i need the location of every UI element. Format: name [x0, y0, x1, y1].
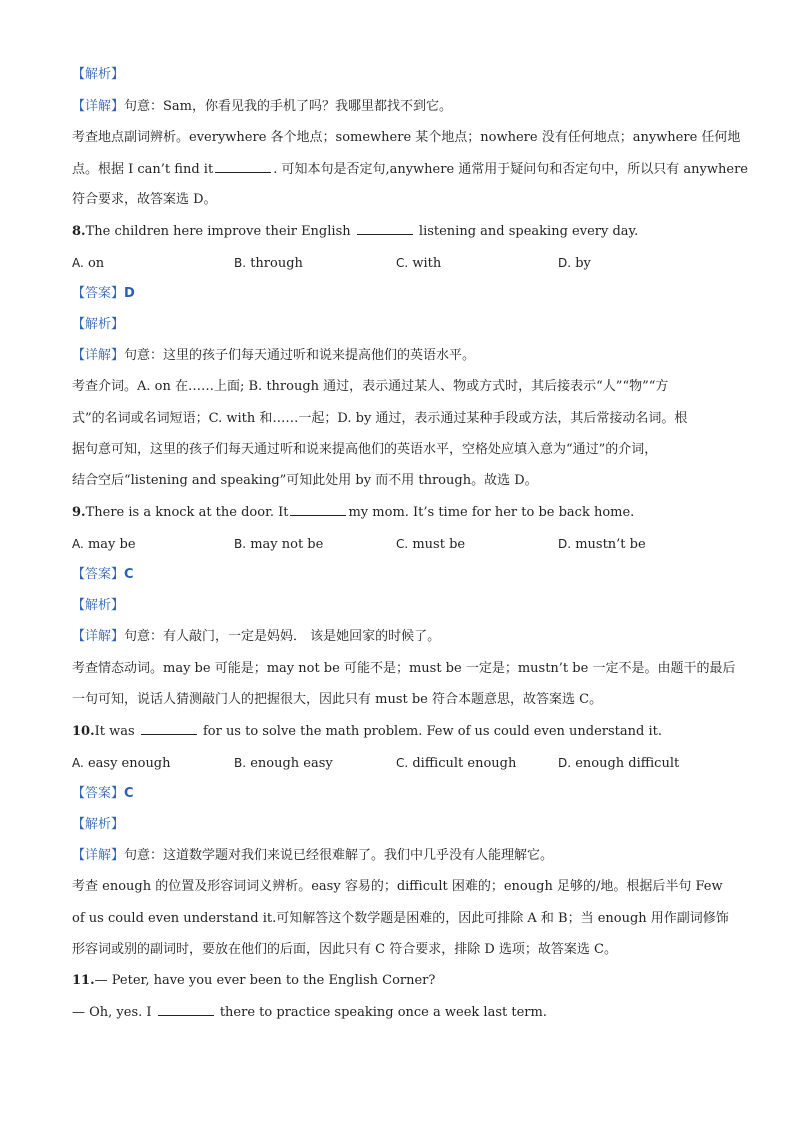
- answer-tag: 【答案】: [72, 286, 125, 301]
- analysis-heading: 【解析】: [72, 817, 125, 832]
- question-text: listening and speaking every day.: [418, 224, 639, 239]
- option-b: B. may not be: [234, 537, 324, 552]
- question-11: 11.— Peter, have you ever been to the English Corner?: [72, 973, 436, 988]
- explanation-line: 结合空后“listening and speaking”可知此处用 by 而不用 through。故选 D。: [72, 473, 538, 488]
- explanation-segment: 点。根据 I can’t find it: [72, 162, 214, 177]
- question-text: The children here improve their English: [85, 224, 351, 239]
- explanation-segment: . 可知本句是否定句,anywhere 通常用于疑问句和否定句中，所以只有 anywhere: [273, 162, 748, 177]
- option-a: A. on: [72, 256, 105, 271]
- analysis-heading: 【解析】: [72, 317, 125, 332]
- explanation-line: [72, 160, 748, 179]
- blank-line: [290, 503, 346, 516]
- option-c: C. with: [396, 256, 442, 271]
- blank-line: [357, 222, 413, 235]
- explanation-line: 考查情态动词。may be 可能是；may not be 可能不是；must be 一定是；mustn’t be 一定不是。由题干的最后: [72, 661, 736, 676]
- question-11-response: — Oh, yes. I there to practice speaking once a week last term.: [72, 1005, 547, 1020]
- answer-line: 【答案】C: [72, 786, 134, 801]
- analysis-heading: 【解析】: [72, 67, 125, 82]
- option-d: D. mustn’t be: [558, 537, 646, 552]
- question-number: 8.: [72, 224, 86, 239]
- option-b: B. enough easy: [234, 756, 333, 771]
- option-c: C. must be: [396, 537, 466, 552]
- option-d: D. enough difficult: [558, 756, 680, 771]
- option-b: B. through: [234, 256, 303, 271]
- blank-line: [158, 1003, 214, 1016]
- detail-tag: 【详解】: [72, 99, 125, 114]
- explanation-line: 考查地点副词辨析。everywhere 各个地点；somewhere 某个地点；nowhere 没有任何地点；anywhere 任何地: [72, 130, 741, 145]
- question-9: 9.There is a knock at the door. It my mom. It’s time for her to be back home.: [72, 505, 635, 520]
- detail-text: 【详解】句意：有人敲门，一定是妈妈． 该是她回家的时候了。: [72, 629, 441, 644]
- option-c: C. difficult enough: [396, 756, 517, 771]
- detail-text: 【详解】句意：这里的孩子们每天通过听和说来提高他们的英语水平。: [72, 348, 476, 363]
- blank-line: [215, 160, 271, 173]
- answer-line: [72, 285, 135, 303]
- detail-text: [72, 98, 452, 116]
- explanation-line: 考查 enough 的位置及形容词词义辨析。easy 容易的；difficult 困难的；enough 足够的/地。根据后半句 Few: [72, 879, 723, 894]
- option-a: A. easy enough: [72, 756, 171, 771]
- explanation-line: 形容词或别的副词时，要放在他们的后面，因此只有 C 符合要求，排除 D 选项；故答案选 C。: [72, 942, 617, 957]
- detail-text: 【详解】句意：这道数学题对我们来说已经很难解了。我们中几乎没有人能理解它。: [72, 848, 554, 863]
- explanation-line: 符合要求，故答案选 D。: [72, 192, 217, 207]
- option-a: A. may be: [72, 537, 136, 552]
- option-d: D. by: [558, 256, 591, 271]
- blank-line: [141, 722, 197, 735]
- answer-value: D: [124, 286, 135, 301]
- explanation-line: 式”的名词或名词短语；C. with 和……一起；D. by 通过，表示通过某种手段或方法，其后常接动名词。根: [72, 411, 688, 426]
- detail-body: 句意：Sam，你看见我的手机了吗？我哪里都找不到它。: [124, 99, 452, 114]
- explanation-line: 考查介词。A. on 在……上面; B. through 通过，表示通过某人、物或方式时，其后接表示“人”“物”“方: [72, 379, 669, 394]
- explanation-line: of us could even understand it.可知解答这个数学题是困难的，因此可排除 A 和 B；当 enough 用作副词修饰: [72, 911, 729, 926]
- question-10: 10.It was for us to solve the math problem. Few of us could even understand it.: [72, 724, 662, 739]
- analysis-heading: 【解析】: [72, 598, 125, 613]
- answer-line: 【答案】C: [72, 567, 134, 582]
- question-8: [72, 222, 638, 241]
- explanation-line: 一句可知，说话人猜测敲门人的把握很大，因此只有 must be 符合本题意思，故答案选 C。: [72, 692, 603, 707]
- explanation-line: 据句意可知，这里的孩子们每天通过听和说来提高他们的英语水平，空格处应填入意为“通过”的介词，: [72, 442, 658, 457]
